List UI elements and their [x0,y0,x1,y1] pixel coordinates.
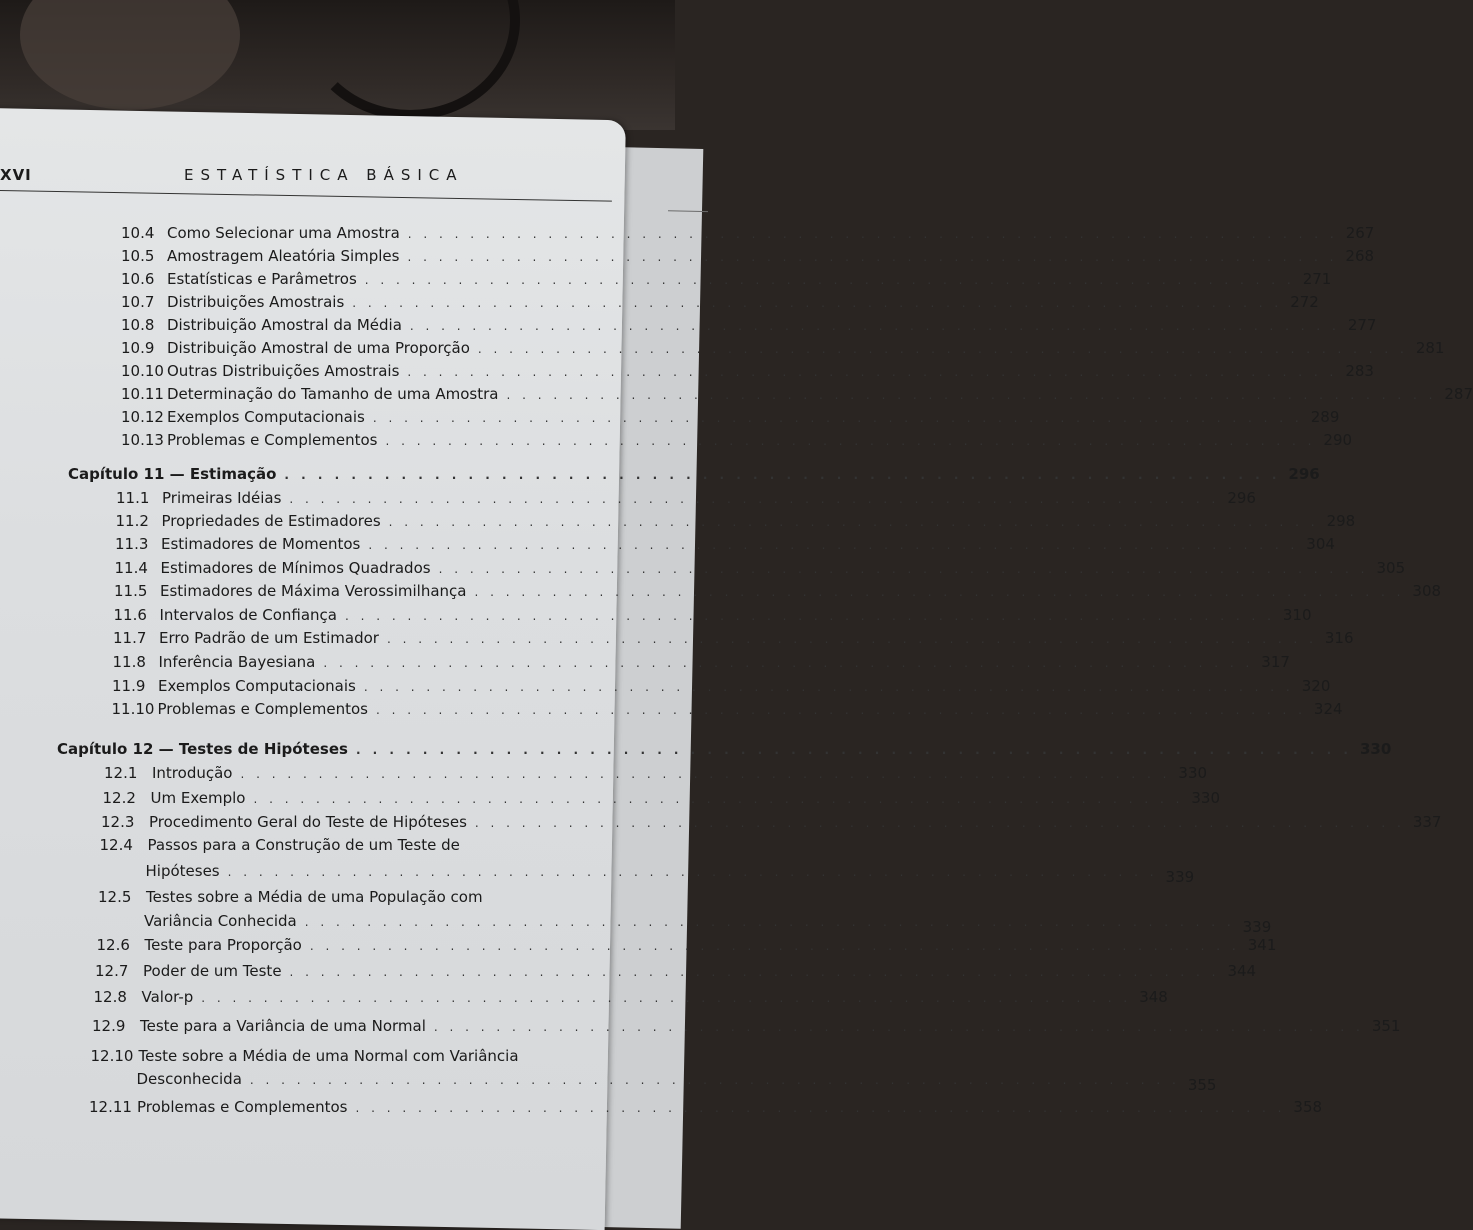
section-number: 11.9 [112,677,146,695]
page-number: 304 [1306,535,1335,553]
section-number: 11.6 [113,606,147,624]
page-number: 337 [1412,813,1442,831]
section-title: Teste sobre a Média de uma Normal com Variância [138,1047,519,1065]
chapter-title: Capítulo 11 — Estimação [68,465,277,483]
page-number: 308 [1412,582,1442,600]
section-title: Estatísticas e Parâmetros [167,270,357,288]
dot-leader: . . . . . . . . . . . . . . . . . . . . . . . . . . . . . . . . . . . . . . . . . . . . . . . . . . . . . . . . . . . . [352,296,1283,310]
section-title: Distribuição Amostral da Média [167,316,402,334]
section-number: 10.8 [121,316,155,334]
dot-leader: . . . . . . . . . . . . . . . . . . . . . . . . . . . . . . . . . . . . . . . . . . . . . . . . . . . . . . . . . . . . [433,1020,1364,1034]
page-folio: XVI [0,166,32,184]
dot-leader: . . . . . . . . . . . . . . . . . . . . . . . . . . . . . . . . . . . . . . . . . . . . . . . . . . . . . . . . . . . . [407,250,1338,264]
section-number: 12.9 [92,1017,126,1035]
dot-leader: . . . . . . . . . . . . . . . . . . . . . . . . . . . . . . . . . . . . . . . . . . . . . . . . . . . . . . . . . . . . [376,703,1306,717]
page-number: 268 [1345,247,1375,265]
section-title-continuation: Hipóteses [145,862,220,880]
section-title: Procedimento Geral do Teste de Hipóteses [149,813,467,831]
dot-leader: . . . . . . . . . . . . . . . . . . . . . . . . . . . . . . . . . . . . . . . . . . . . . . . . . . . . . . . . . . . . [253,792,1184,806]
toc-entry [93,986,1168,1008]
dot-leader: . . . . . . . . . . . . . . . . . . . . . . . . . . . . . . . . . . . . . . . . . . . . . . . . . . . . . . . . . . . . [240,767,1171,781]
dot-leader: . . . . . . . . . . . . . . . . . . . . . . . . . . . . . . . . . . . . . . . . . . . . . . . . . . . . . . . . . . . . [289,492,1220,506]
toc-entry [121,360,1374,382]
dot-leader: . . . . . . . . . . . . . . . . . . . . . . . . . . . . . . . . . . . . . . . . . . . . . . . . . . . . . . . . . . . . [355,743,1352,757]
dot-leader: . . . . . . . . . . . . . . . . . . . . . . . . . . . . . . . . . . . . . . . . . . . . . . . . . . . . . . . . . . . . [506,388,1437,402]
section-number: 12.7 [95,962,129,980]
section-title: Determinação do Tamanho de uma Amostra [167,385,499,403]
toc-entry [102,787,1221,809]
page-number: 324 [1313,700,1343,718]
dot-leader: . . . . . . . . . . . . . . . . . . . . . . . . . . . . . . . . . . . . . . . . . . . . . . . . . . . . . . . . . . . . [249,1073,1180,1087]
page-number: 330 [1359,740,1392,758]
toc-entry-continuation [145,860,1195,886]
page-number: 305 [1376,559,1406,577]
section-number: 10.5 [121,247,155,265]
toc-entry [121,268,1332,290]
page-number: 330 [1191,789,1221,807]
section-title: Problemas e Complementos [157,700,368,718]
chapter-title: Capítulo 12 — Testes de Hipóteses [57,740,348,758]
section-number: 11.7 [113,629,147,647]
page-number: 355 [1187,1076,1217,1094]
section-title: Poder de um Teste [143,962,282,980]
dot-leader: . . . . . . . . . . . . . . . . . . . . . . . . . . . . . . . . . . . . . . . . . . . . . . . . . . . . . . . . . . . . [385,434,1316,448]
toc-entry-continuation [144,910,1272,936]
running-title: ESTATÍSTICA BÁSICA [184,166,464,184]
dot-leader: . . . . . . . . . . . . . . . . . . . . . . . . . . . . . . . . . . . . . . . . . . . . . . . . . . . . . . . . . . . . [363,680,1294,694]
section-title: Intervalos de Confiança [159,606,337,624]
section-title: Passos para a Construção de um Teste de [147,836,460,854]
section-number: 11.3 [115,535,149,553]
section-number: 11.4 [114,559,148,577]
page-number: 296 [1227,489,1256,507]
toc-entry [115,533,1335,555]
dot-leader: . . . . . . . . . . . . . . . . . . . . . . . . . . . . . . . . . . . . . . . . . . . . . . . . . . . . . . . . . . . . [364,273,1295,287]
toc-entry [113,604,1312,626]
toc-entry [121,314,1377,336]
section-title: Testes sobre a Média de uma População com [146,888,483,906]
page-number: 351 [1371,1017,1401,1035]
toc-entry [89,1096,1323,1118]
section-number: 12.4 [99,836,133,854]
toc-entry [121,406,1340,428]
toc-entry [111,698,1343,720]
toc-entry [113,627,1354,649]
toc-entry [121,383,1473,405]
dot-leader: . . . . . . . . . . . . . . . . . . . . . . . . . . . . . . . . . . . . . . . . . . . . . . . . . . . . . . . . . . . . [409,319,1340,333]
section-number: 12.8 [93,988,127,1006]
toc-entry [114,557,1406,579]
dot-leader: . . . . . . . . . . . . . . . . . . . . . . . . . . . . . . . . . . . . . . . . . . . . . . . . . . . . . . . . . . . . [368,538,1299,552]
section-title: Estimadores de Máxima Verossimilhança [160,582,467,600]
dot-leader: . . . . . . . . . . . . . . . . . . . . . . . . . . . . . . . . . . . . . . . . . . . . . . . . . . . . . . . . . . . . [474,585,1405,599]
section-number: 12.1 [104,764,138,782]
toc-entry [121,222,1375,244]
dot-leader: . . . . . . . . . . . . . . . . . . . . . . . . . . . . . . . . . . . . . . . . . . . . . . . . . . . . . . . . . . . . [474,816,1405,830]
section-title: Distribuição Amostral de uma Proporção [167,339,470,357]
page-number: 272 [1290,293,1319,311]
dot-leader: . . . . . . . . . . . . . . . . . . . . . . . . . . . . . . . . . . . . . . . . . . . . . . . . . . . . . . . . . . . . [309,939,1240,953]
section-title: Primeiras Idéias [162,489,282,507]
section-number: 10.12 [121,408,164,426]
toc-entry-continuation [136,1068,1217,1094]
section-title: Teste para a Variância de uma Normal [140,1017,426,1035]
page-number: 358 [1293,1098,1323,1116]
section-number: 11.5 [114,582,148,600]
page-number: 290 [1323,431,1353,449]
section-title: Inferência Bayesiana [158,653,316,671]
dot-leader: . . . . . . . . . . . . . . . . . . . . . . . . . . . . . . . . . . . . . . . . . . . . . . . . . . . . . . . . . . . . [304,915,1235,929]
section-title: Problemas e Complementos [167,431,378,449]
dot-leader: . . . . . . . . . . . . . . . . . . . . . . . . . . . . . . . . . . . . . . . . . . . . . . . . . . . . . . . . . . . . [372,411,1303,425]
page-number: 267 [1345,224,1375,242]
toc-entry [98,886,562,908]
page-number: 317 [1261,653,1290,671]
toc-entry [104,762,1208,784]
page-number: 287 [1444,385,1473,403]
section-number: 10.7 [121,293,155,311]
toc-entry [95,960,1257,982]
page-number: 316 [1324,629,1354,647]
section-number: 11.8 [112,653,146,671]
page-number: 341 [1247,936,1277,954]
toc-entry [121,291,1319,313]
toc-entry [91,1045,563,1067]
toc-entry [101,811,1442,833]
toc-entry [121,429,1353,451]
dot-leader: . . . . . . . . . . . . . . . . . . . . . . . . . . . . . . . . . . . . . . . . . . . . . . . . . . . . . . . . . . . . [284,468,1281,482]
dot-leader: . . . . . . . . . . . . . . . . . . . . . . . . . . . . . . . . . . . . . . . . . . . . . . . . . . . . . . . . . . . . [386,632,1317,646]
page-number: 310 [1282,606,1312,624]
dot-leader: . . . . . . . . . . . . . . . . . . . . . . . . . . . . . . . . . . . . . . . . . . . . . . . . . . . . . . . . . . . . [355,1101,1286,1115]
section-title: Estimadores de Momentos [161,535,361,553]
section-title-continuation: Variância Conhecida [144,912,297,930]
section-title: Propriedades de Estimadores [161,512,381,530]
section-number: 10.10 [121,362,164,380]
section-number: 12.2 [102,789,136,807]
section-number: 11.1 [116,489,150,507]
dot-leader: . . . . . . . . . . . . . . . . . . . . . . . . . . . . . . . . . . . . . . . . . . . . . . . . . . . . . . . . . . . . [201,991,1132,1005]
section-number: 12.3 [101,813,135,831]
page-header [0,166,620,192]
section-title: Como Selecionar uma Amostra [167,224,400,242]
page-number: 320 [1301,677,1331,695]
chapter-heading [57,738,1392,760]
dot-leader: . . . . . . . . . . . . . . . . . . . . . . . . . . . . . . . . . . . . . . . . . . . . . . . . . . . . . . . . . . . . [438,562,1369,576]
section-number: 12.5 [98,888,132,906]
section-title: Um Exemplo [150,789,246,807]
chapter-heading [68,463,1320,485]
dot-leader: . . . . . . . . . . . . . . . . . . . . . . . . . . . . . . . . . . . . . . . . . . . . . . . . . . . . . . . . . . . . [323,656,1254,670]
page-number: 298 [1326,512,1356,530]
toc-entry [100,834,563,856]
dot-leader: . . . . . . . . . . . . . . . . . . . . . . . . . . . . . . . . . . . . . . . . . . . . . . . . . . . . . . . . . . . . [388,515,1319,529]
page-number: 330 [1178,764,1208,782]
dot-leader: . . . . . . . . . . . . . . . . . . . . . . . . . . . . . . . . . . . . . . . . . . . . . . . . . . . . . . . . . . . . [227,865,1158,879]
section-number: 12.10 [90,1047,134,1065]
section-number: 11.10 [111,700,155,718]
page-number: 281 [1415,339,1445,357]
page-number: 339 [1242,918,1272,936]
toc-entry [96,934,1277,956]
toc-entry [116,487,1256,509]
section-title: Teste para Proporção [144,936,302,954]
section-number: 10.9 [121,339,155,357]
section-number: 10.11 [121,385,164,403]
dot-leader: . . . . . . . . . . . . . . . . . . . . . . . . . . . . . . . . . . . . . . . . . . . . . . . . . . . . . . . . . . . . [407,227,1338,241]
toc-entry [114,580,1442,602]
toc-entry [115,510,1356,532]
toc-entry [121,337,1445,359]
page-number: 271 [1302,270,1332,288]
page-number: 348 [1139,988,1168,1006]
dot-leader: . . . . . . . . . . . . . . . . . . . . . . . . . . . . . . . . . . . . . . . . . . . . . . . . . . . . . . . . . . . . [289,965,1220,979]
page-number: 277 [1347,316,1377,334]
section-title: Problemas e Complementos [137,1098,348,1116]
page-number: 283 [1345,362,1374,380]
dot-leader: . . . . . . . . . . . . . . . . . . . . . . . . . . . . . . . . . . . . . . . . . . . . . . . . . . . . . . . . . . . . [407,365,1338,379]
toc-entry [92,1015,1401,1037]
section-title: Exemplos Computacionais [167,408,365,426]
dot-leader: . . . . . . . . . . . . . . . . . . . . . . . . . . . . . . . . . . . . . . . . . . . . . . . . . . . . . . . . . . . . [477,342,1408,356]
section-number: 11.2 [115,512,149,530]
section-title: Introdução [152,764,233,782]
section-title: Erro Padrão de um Estimador [159,629,379,647]
section-title: Distribuições Amostrais [167,293,345,311]
page-number: 339 [1165,868,1195,886]
section-title: Valor-p [141,988,194,1006]
toc-entry [112,651,1290,673]
section-title: Amostragem Aleatória Simples [167,247,400,265]
section-number: 10.4 [121,224,155,242]
toc-entry [121,245,1375,267]
section-number: 12.11 [89,1098,132,1116]
section-title: Estimadores de Mínimos Quadrados [160,559,431,577]
section-number: 12.6 [96,936,130,954]
section-number: 10.13 [121,431,164,449]
toc-entry [112,675,1331,697]
page-number: 296 [1288,465,1320,483]
section-title-continuation: Desconhecida [136,1070,242,1088]
page-number: 344 [1227,962,1257,980]
page-number: 289 [1310,408,1340,426]
section-title: Exemplos Computacionais [158,677,356,695]
section-number: 10.6 [121,270,155,288]
section-title: Outras Distribuições Amostrais [167,362,400,380]
dot-leader: . . . . . . . . . . . . . . . . . . . . . . . . . . . . . . . . . . . . . . . . . . . . . . . . . . . . . . . . . . . . [344,609,1275,623]
